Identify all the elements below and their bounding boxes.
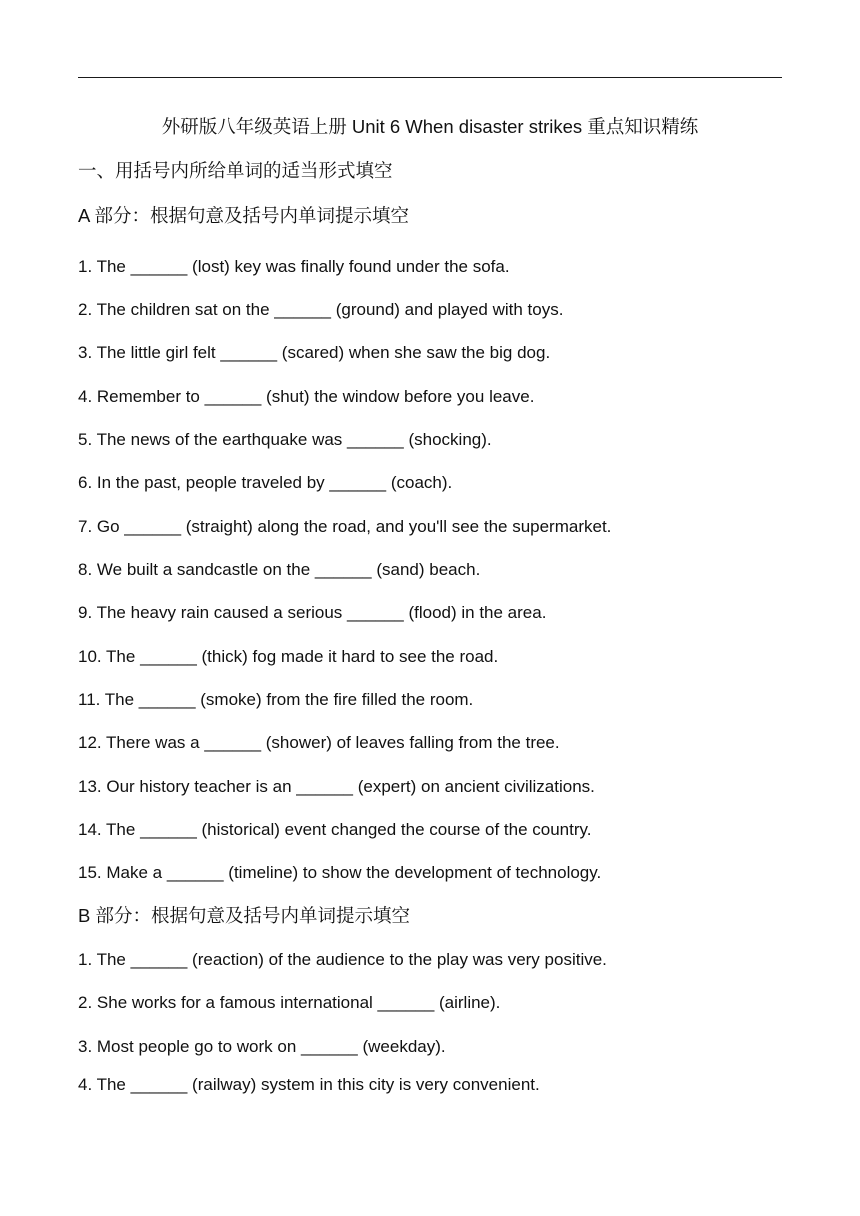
part-a-heading: A 部分：根据句意及括号内单词提示填空 (78, 205, 409, 226)
exercise-item-a1: 1. The ______ (lost) key was finally found under the sofa. (78, 257, 510, 276)
exercise-item-b2: 2. She works for a famous international ______ (airline). (78, 993, 501, 1012)
exercise-item-a7: 7. Go ______ (straight) along the road, and you'll see the supermarket. (78, 517, 612, 536)
exercise-item-b1: 1. The ______ (reaction) of the audience to the play was very positive. (78, 950, 607, 969)
document-title: 外研版八年级英语上册 Unit 6 When disaster strikes 重点知识精练 (161, 116, 699, 137)
exercise-item-a5: 5. The news of the earthquake was ______ (shocking). (78, 430, 492, 449)
exercise-item-a15: 15. Make a ______ (timeline) to show the development of technology. (78, 863, 602, 882)
exercise-item-a10: 10. The ______ (thick) fog made it hard to see the road. (78, 647, 499, 666)
exercise-item-a8: 8. We built a sandcastle on the ______ (sand) beach. (78, 560, 481, 579)
exercise-item-a12: 12. There was a ______ (shower) of leaves falling from the tree. (78, 733, 560, 752)
exercise-item-a11: 11. The ______ (smoke) from the fire filled the room. (78, 690, 474, 709)
exercise-item-a14: 14. The ______ (historical) event changed the course of the country. (78, 820, 592, 839)
exercise-item-a13: 13. Our history teacher is an ______ (expert) on ancient civilizations. (78, 777, 595, 796)
exercise-item-b4: 4. The ______ (railway) system in this city is very convenient. (78, 1075, 540, 1094)
exercise-item-a9: 9. The heavy rain caused a serious ______ (flood) in the area. (78, 603, 547, 622)
exercise-item-a2: 2. The children sat on the ______ (ground) and played with toys. (78, 300, 564, 319)
section-heading: 一、用括号内所给单词的适当形式填空 (78, 160, 393, 181)
part-b-heading: B 部分：根据句意及括号内单词提示填空 (78, 905, 410, 926)
header-rule (78, 77, 782, 78)
exercise-item-a4: 4. Remember to ______ (shut) the window before you leave. (78, 387, 535, 406)
exercise-item-a6: 6. In the past, people traveled by ______ (coach). (78, 473, 453, 492)
exercise-item-b3: 3. Most people go to work on ______ (weekday). (78, 1037, 446, 1056)
exercise-item-a3: 3. The little girl felt ______ (scared) when she saw the big dog. (78, 343, 551, 362)
